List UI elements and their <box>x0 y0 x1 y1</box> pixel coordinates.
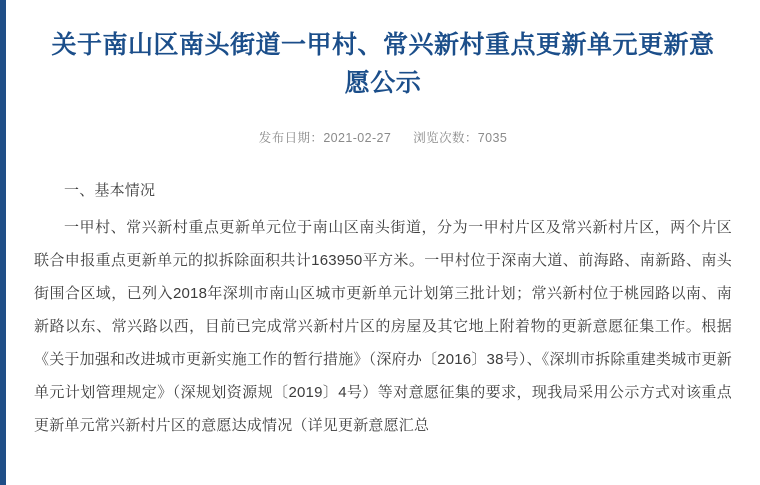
publish-date-label: 发布日期： <box>258 131 324 145</box>
views-label: 浏览次数： <box>413 131 478 145</box>
publish-date-value: 2021-02-27 <box>323 131 392 145</box>
body-paragraph: 一甲村、常兴新村重点更新单元位于南山区南头街道，分为一甲村片区及常兴新村片区，两个片区联合申报重点更新单元的拟拆除面积共计163950平方米。一甲村位于深南大道、前海路、南新路、南头街围合区域，已列入2018年深圳市南山区城市更新单元计划第三批计划；常兴新村位于桃园路以南、南新路以东、常兴路以西，目前已完成常兴新村片区的房屋及其它地上附着物的更新意愿征集工作。根据《关于加强和改进城市更新实施工作的暂行措施》（深府办〔2016〕38号）、《深圳市拆除重建类城市更新单元计划管理规定》（深规划资源规〔2019〕4号）等对意愿征集的要求，现我局采用公示方式对该重点更新单元常兴新村片区的意愿达成情况（详见更新意愿汇总 <box>34 219 732 434</box>
document-meta <box>34 128 732 146</box>
document-content <box>6 0 760 485</box>
document-body <box>34 174 732 442</box>
section-heading: 一、基本情况 <box>64 182 156 199</box>
page-title: 关于南山区南头街道一甲村、常兴新村重点更新单元更新意愿公示 <box>51 31 715 97</box>
views-count: 7035 <box>477 131 508 145</box>
